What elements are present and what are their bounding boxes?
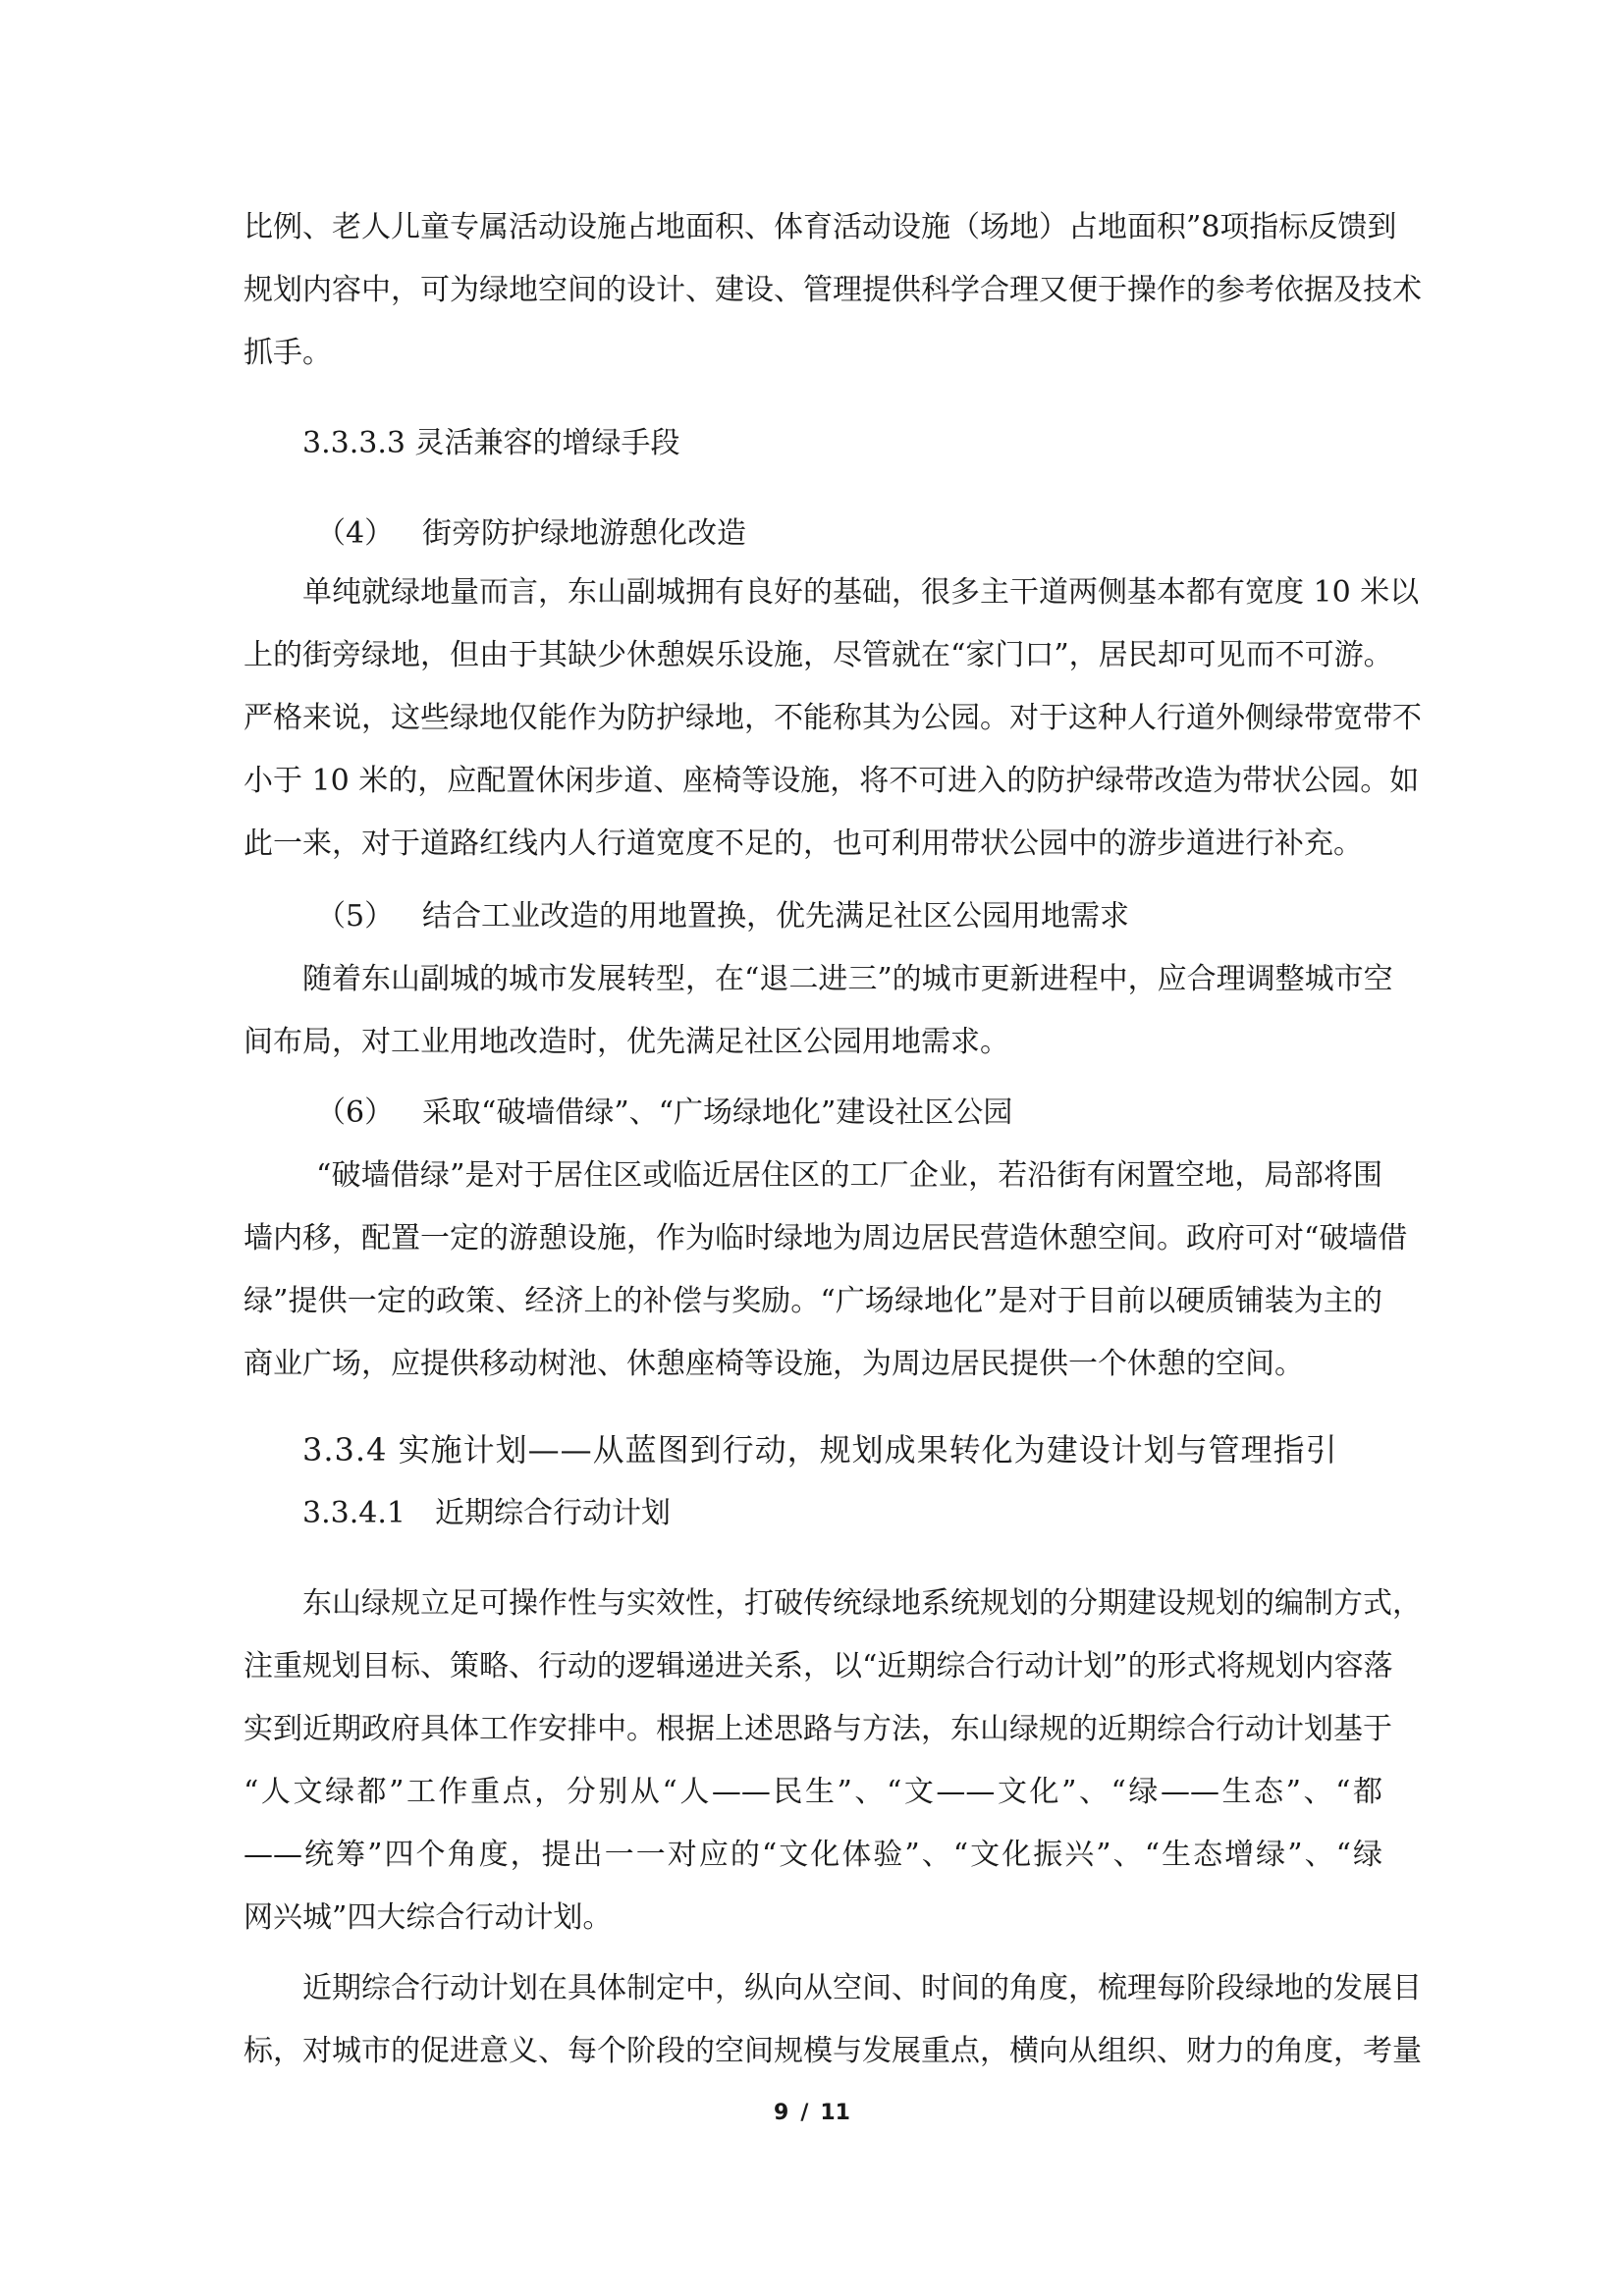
paragraph-line: 此一来，对于道路红线内人行道宽度不足的，也可利用带状公园中的游步道进行补充。	[244, 827, 1363, 861]
paragraph-line: 严格来说，这些绿地仅能作为防护绿地，不能称其为公园。对于这种人行道外侧绿带宽带不	[244, 701, 1422, 735]
paragraph-line: 近期综合行动计划在具体制定中，纵向从空间、时间的角度，梳理每阶段绿地的发展目	[302, 1971, 1422, 2005]
paragraph-line: 间布局，对工业用地改造时，优先满足社区公园用地需求。	[244, 1025, 1009, 1059]
paragraph-line: ——统筹”四个角度，提出一一对应的“文化体验”、“文化振兴”、“生态增绿”、“绿	[244, 1838, 1382, 1872]
paragraph-line: “破墙借绿”是对于居住区或临近居住区的工厂企业，若沿街有闲置空地，局部将围	[316, 1158, 1382, 1193]
paragraph-line: 抓手。	[244, 336, 332, 370]
paragraph-line: 网兴城”四大综合行动计划。	[244, 1900, 613, 1935]
section-heading-334: 3.3.4 实施计划——从蓝图到行动，规划成果转化为建设计划与管理指引	[302, 1431, 1338, 1468]
paragraph-line: 绿”提供一定的政策、经济上的补偿与奖励。“广场绿地化”是对于目前以硬质铺装为主的	[244, 1284, 1382, 1318]
page-separator: /	[800, 2101, 809, 2125]
item-number-5: （5）	[316, 899, 395, 934]
paragraph-line: 商业广场，应提供移动树池、休憩座椅等设施，为周边居民提供一个休憩的空间。	[244, 1347, 1304, 1381]
page-current: 9	[774, 2101, 789, 2125]
item-title-5: 结合工业改造的用地置换，优先满足社区公园用地需求	[422, 899, 1129, 934]
page-number	[0, 2099, 1624, 2128]
paragraph-line: 单纯就绿地量而言，东山副城拥有良好的基础，很多主干道两侧基本都有宽度 10 米以	[302, 575, 1420, 610]
item-number-6: （6）	[316, 1095, 395, 1130]
paragraph-line: 上的街旁绿地，但由于其缺少休憩娱乐设施，尽管就在“家门口”，居民却可见而不可游。	[244, 638, 1393, 672]
section-heading-3333: 3.3.3.3 灵活兼容的增绿手段	[302, 426, 680, 460]
paragraph-line: 比例、老人儿童专属活动设施占地面积、体育活动设施（场地）占地面积”8项指标反馈到	[244, 210, 1397, 244]
paragraph-line: 小于 10 米的，应配置休闲步道、座椅等设施，将不可进入的防护绿带改造为带状公园。如	[244, 764, 1420, 798]
item-title-4: 街旁防护绿地游憩化改造	[422, 516, 746, 551]
paragraph-line: 注重规划目标、策略、行动的逻辑递进关系，以“近期综合行动计划”的形式将规划内容落	[244, 1649, 1393, 1683]
paragraph-line: 标，对城市的促进意义、每个阶段的空间规模与发展重点，横向从组织、财力的角度，考量	[244, 2034, 1422, 2068]
paragraph-line: “人文绿都”工作重点，分别从“人——民生”、“文——文化”、“绿——生态”、“都	[244, 1775, 1382, 1809]
paragraph-line: 东山绿规立足可操作性与实效性，打破传统绿地系统规划的分期建设规划的编制方式，	[302, 1586, 1422, 1621]
paragraph-line: 规划内容中，可为绿地空间的设计、建设、管理提供科学合理又便于操作的参考依据及技术	[244, 273, 1422, 307]
paragraph-line: 墙内移，配置一定的游憩设施，作为临时绿地为周边居民营造休憩空间。政府可对“破墙借	[244, 1221, 1408, 1255]
paragraph-line: 实到近期政府具体工作安排中。根据上述思路与方法，东山绿规的近期综合行动计划基于	[244, 1712, 1392, 1746]
paragraph-line: 随着东山副城的城市发展转型，在“退二进三”的城市更新进程中，应合理调整城市空	[302, 962, 1393, 996]
item-number-4: （4）	[316, 516, 395, 551]
item-title-6: 采取“破墙借绿”、“广场绿地化”建设社区公园	[422, 1095, 1013, 1130]
section-heading-3341: 3.3.4.1 近期综合行动计划	[302, 1496, 671, 1530]
page-total: 11	[820, 2101, 850, 2125]
